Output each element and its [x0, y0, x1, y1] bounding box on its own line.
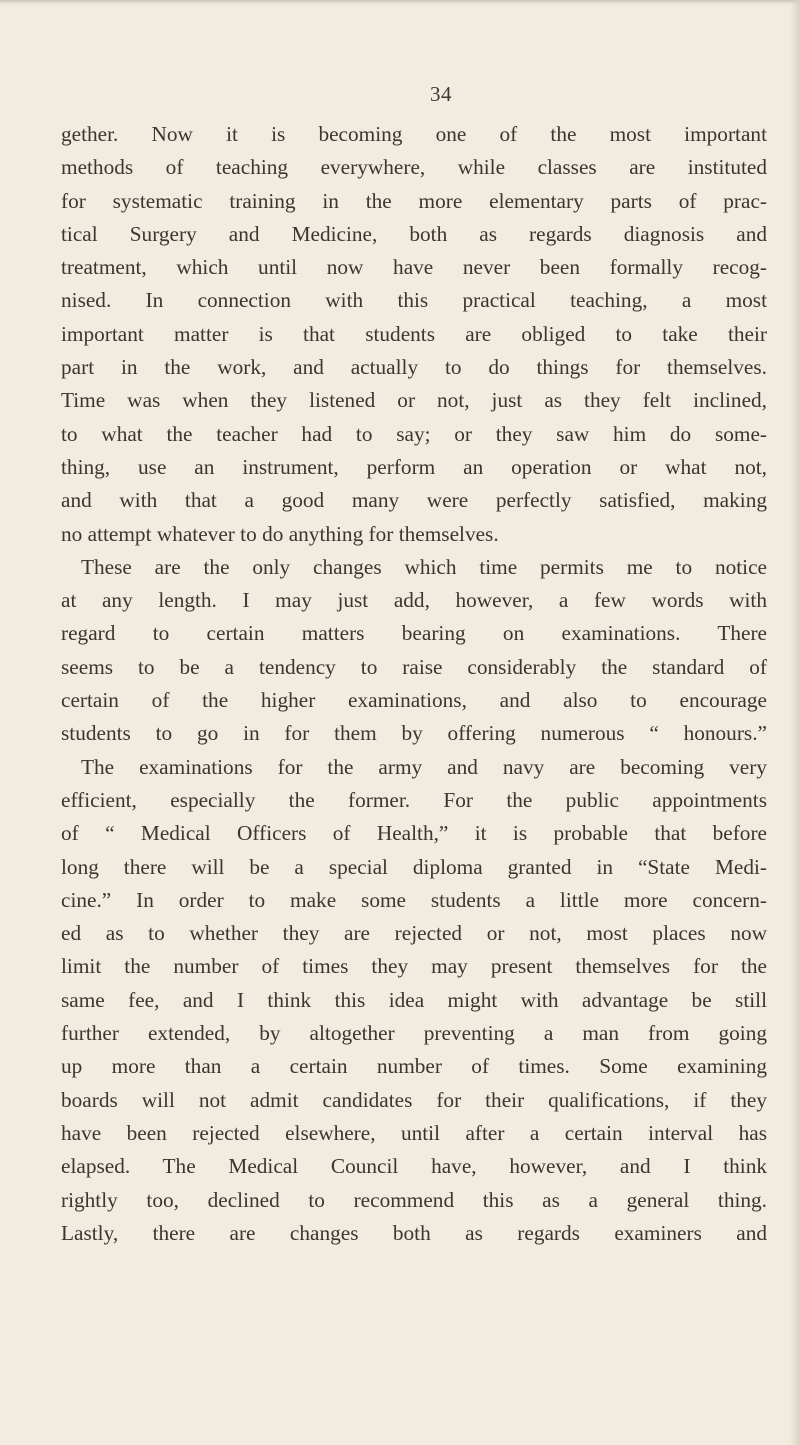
- text-line: of “ Medical Officers of Health,” it is probable that before: [61, 821, 767, 846]
- text-line: and with that a good many were perfectly satisfied, making: [61, 488, 767, 513]
- text-line: same fee, and I think this idea might with advantage be still: [61, 987, 767, 1012]
- page-top-edge: [0, 0, 800, 6]
- text-line: certain of the higher examinations, and also to encourage: [61, 688, 767, 713]
- text-line: efficient, especially the former. For the public appointments: [61, 787, 767, 812]
- text-line: important matter is that students are obliged to take their: [61, 321, 767, 346]
- text-line: methods of teaching everywhere, while classes are instituted: [61, 155, 767, 180]
- text-line: up more than a certain number of times. Some examining: [61, 1054, 767, 1079]
- text-line: The examinations for the army and navy are becoming very: [81, 754, 767, 779]
- text-line: nised. In connection with this practical teaching, a most: [61, 288, 767, 313]
- text-line: for systematic training in the more elementary parts of prac-: [61, 188, 767, 213]
- text-line: boards will not admit candidates for their qualifications, if they: [61, 1087, 767, 1112]
- text-line: at any length. I may just add, however, a few words with: [61, 588, 767, 613]
- text-line: part in the work, and actually to do things for themselves.: [61, 355, 767, 380]
- page-right-edge: [790, 0, 800, 1445]
- text-line: students to go in for them by offering numerous “ honours.”: [61, 721, 767, 746]
- text-line: have been rejected elsewhere, until after a certain interval has: [61, 1120, 767, 1145]
- text-line: to what the teacher had to say; or they saw him do some-: [61, 421, 767, 446]
- text-line: gether. Now it is becoming one of the most important: [61, 122, 767, 146]
- text-line: long there will be a special diploma granted in “State Medi-: [61, 854, 767, 879]
- text-line: treatment, which until now have never been formally recog-: [61, 255, 767, 280]
- text-line: limit the number of times they may present themselves for the: [61, 954, 767, 979]
- text-line: elapsed. The Medical Council have, however, and I think: [61, 1154, 767, 1179]
- text-line: Time was when they listened or not, just as they felt inclined,: [61, 388, 767, 413]
- text-line: further extended, by altogether preventing a man from going: [61, 1021, 767, 1046]
- text-line: thing, use an instrument, perform an operation or what not,: [61, 454, 767, 479]
- text-line: regard to certain matters bearing on examinations. There: [61, 621, 767, 646]
- text-line: rightly too, declined to recommend this as a general thing.: [61, 1187, 767, 1212]
- text-line: tical Surgery and Medicine, both as regards diagnosis and: [61, 221, 767, 246]
- text-line: Lastly, there are changes both as regards examiners and: [61, 1220, 767, 1245]
- text-line: seems to be a tendency to raise considerably the standard of: [61, 654, 767, 679]
- text-line: These are the only changes which time permits me to notice: [81, 554, 767, 579]
- text-line: no attempt whatever to do anything for themselves.: [61, 521, 499, 546]
- text-line: ed as to whether they are rejected or not, most places now: [61, 921, 767, 946]
- page-number: 34: [430, 82, 452, 106]
- body-text: [61, 118, 767, 1250]
- text-line: cine.” In order to make some students a little more concern-: [61, 887, 767, 912]
